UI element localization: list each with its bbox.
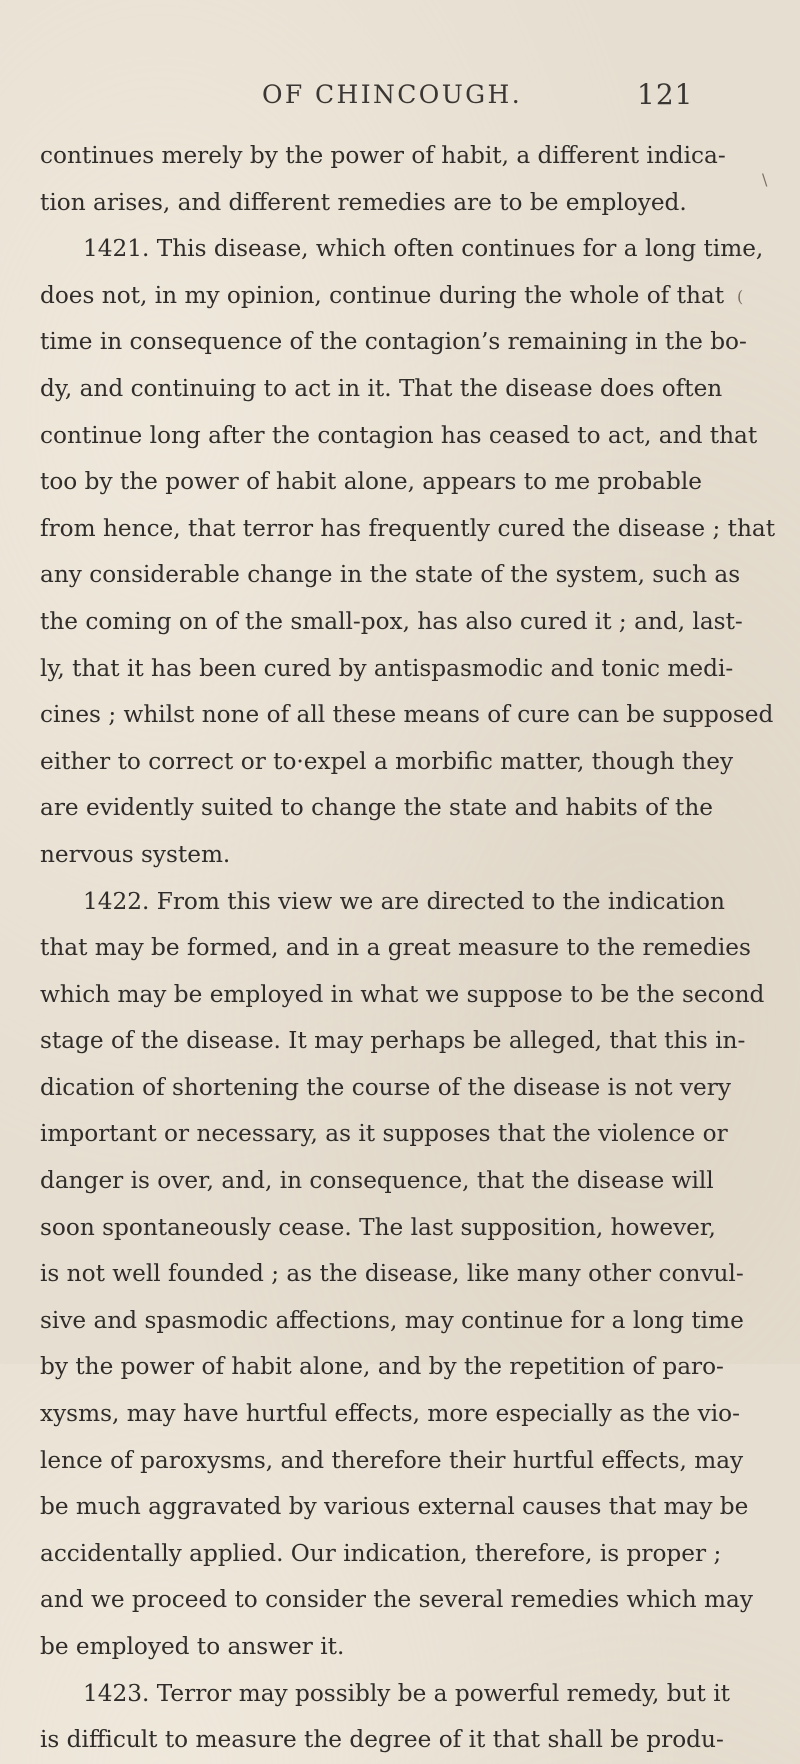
text-line: by the power of habit alone, and by the repetition of paro-: [40, 1353, 724, 1381]
text-line: either to correct or to·expel a morbific matter, though they: [40, 747, 734, 775]
page-number: 121: [637, 78, 694, 111]
text-line: and we proceed to consider the several remedies which may: [40, 1586, 753, 1614]
text-line: dication of shortening the course of the disease is not very: [40, 1073, 731, 1101]
text-line: important or necessary, as it supposes that the violence or: [40, 1120, 728, 1148]
text-line: stage of the disease. It may perhaps be alleged, that this in-: [40, 1027, 746, 1055]
text-line: the coming on of the small-pox, has also cured it ; and, last-: [40, 607, 743, 635]
margin-bracket-mark: (: [737, 287, 744, 306]
running-title: OF CHINCOUGH.: [262, 80, 523, 109]
text-line: be employed to answer it.: [40, 1633, 345, 1660]
margin-tick-mark: \: [762, 170, 768, 189]
text-line: xysms, may have hurtful effects, more especially as the vio-: [40, 1400, 740, 1428]
text-line: cines ; whilst none of all these means of cure can be supposed: [40, 701, 774, 729]
text-line: accidentally applied. Our indication, therefore, is proper ;: [40, 1539, 722, 1567]
text-line: ly, that it has been cured by antispasmodic and tonic medi-: [40, 654, 734, 682]
text-line: dy, and continuing to act in it. That the disease does often: [40, 374, 723, 402]
text-line: nervous system.: [40, 840, 231, 868]
text-line: continues merely by the power of habit, a different indica-: [40, 142, 726, 169]
paragraph-start-line: 1423. Terror may possibly be a powerful remedy, but it: [83, 1679, 730, 1707]
text-line: time in consequence of the contagion’s remaining in the bo-: [40, 328, 747, 356]
paragraph-start-line: 1421. This disease, which often continues for a long time,: [83, 235, 764, 263]
text-line: lence of paroxysms, and therefore their hurtful effects, may: [40, 1446, 744, 1474]
text-line: continue long after the contagion has ceased to act, and that: [40, 421, 758, 449]
running-head: [0, 78, 800, 118]
text-line: any considerable change in the state of the system, such as: [40, 561, 741, 589]
body-text: [40, 133, 776, 1764]
text-line: does not, in my opinion, continue during the whole of that: [40, 281, 725, 309]
text-line: be much aggravated by various external causes that may be: [40, 1493, 749, 1521]
text-line: from hence, that terror has frequently cured the disease ; that: [40, 514, 776, 542]
text-line: tion arises, and different remedies are to be employed.: [40, 188, 687, 216]
text-line: soon spontaneously cease. The last supposition, however,: [40, 1213, 716, 1241]
text-line: which may be employed in what we suppose to be the second: [40, 980, 765, 1008]
paragraph-start-line: 1422. From this view we are directed to the indication: [83, 887, 725, 915]
text-line: that may be formed, and in a great measure to the remedies: [40, 934, 751, 962]
text-line: sive and spasmodic affections, may continue for a long time: [40, 1306, 744, 1334]
text-line: are evidently suited to change the state and habits of the: [40, 794, 713, 822]
text-line: too by the power of habit alone, appears to me probable: [40, 468, 702, 496]
text-line: is difficult to measure the degree of it that shall be produ-: [40, 1726, 724, 1754]
text-line: danger is over, and, in consequence, that the disease will: [40, 1167, 714, 1195]
text-line: is not well founded ; as the disease, like many other convul-: [40, 1260, 744, 1288]
